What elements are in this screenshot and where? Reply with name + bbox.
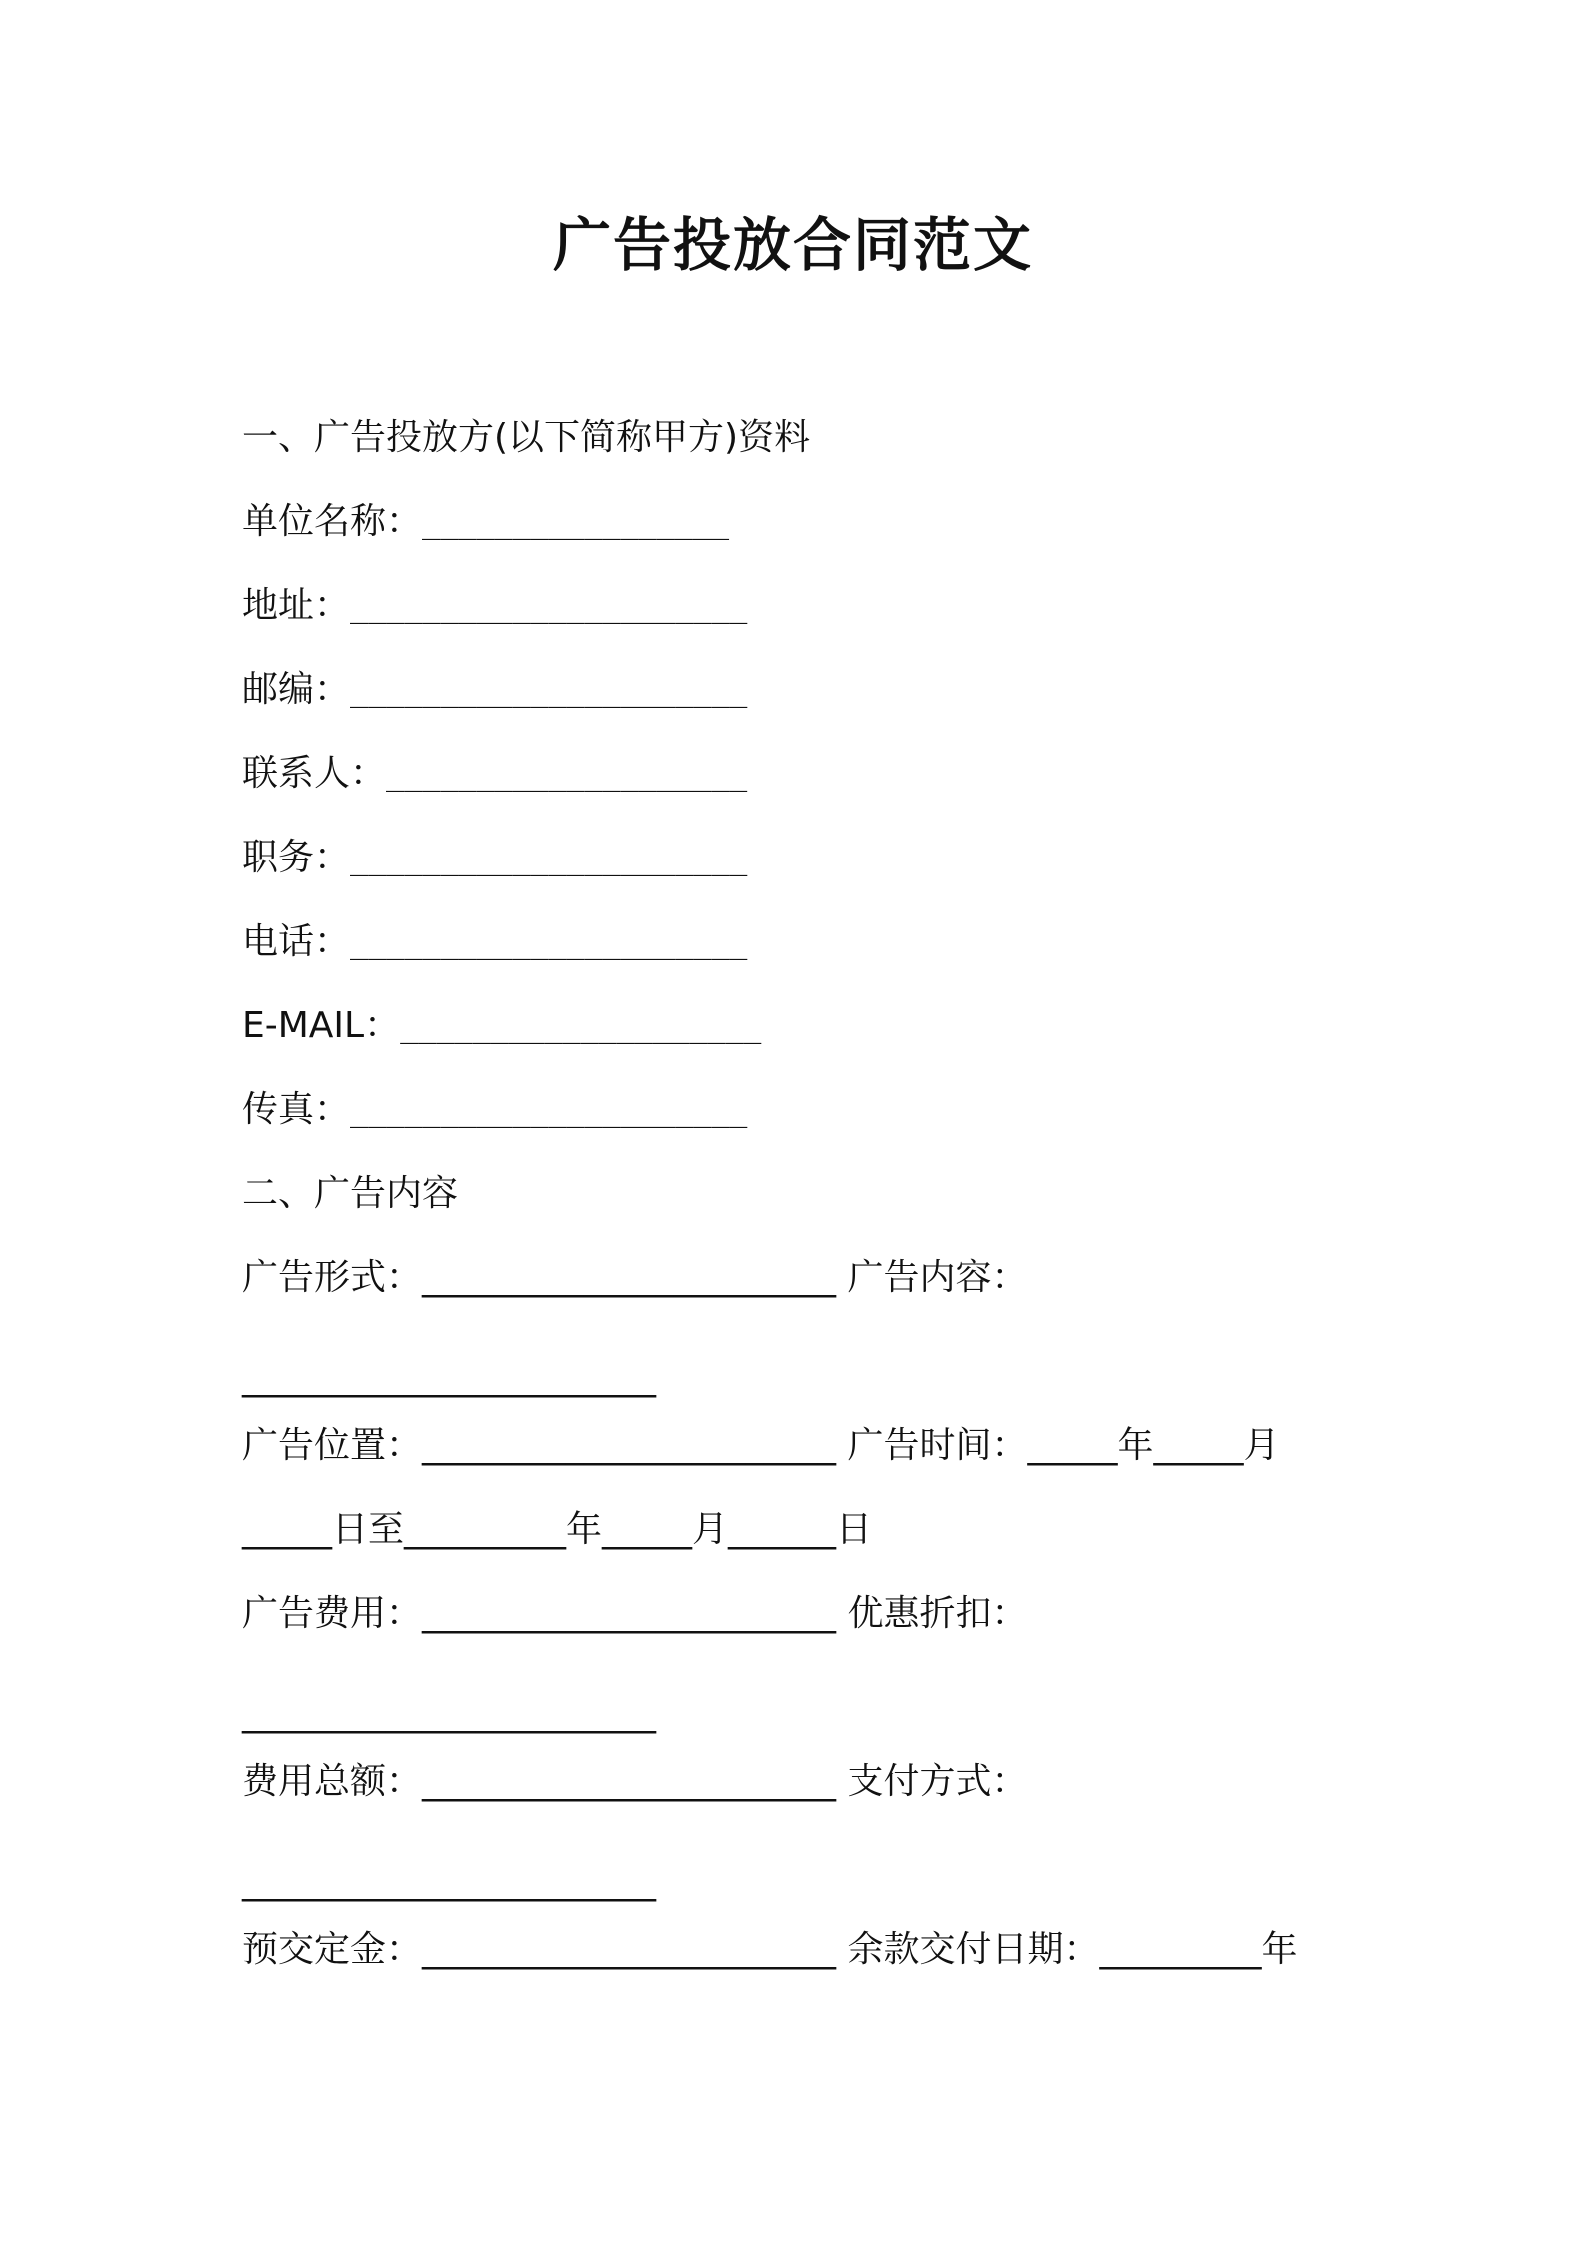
field-contact-person bbox=[242, 744, 747, 806]
deposit-and-balance-date-line: 预交定金：_______________________ 余款交付日期：_________年 bbox=[242, 1929, 1298, 1970]
field-fax bbox=[242, 1080, 747, 1142]
field-label: E-MAIL： bbox=[242, 1005, 401, 1046]
field-label: 电话： bbox=[242, 921, 351, 962]
field-label: 邮编： bbox=[242, 669, 351, 710]
field-label: 职务： bbox=[242, 837, 351, 878]
field-position bbox=[242, 828, 747, 890]
fill-blank[interactable]: ______________________ bbox=[350, 674, 748, 709]
field-address bbox=[242, 576, 747, 638]
field-phone bbox=[242, 912, 747, 974]
field-label: 联系人： bbox=[242, 753, 387, 794]
field-email bbox=[242, 996, 761, 1058]
section1-heading: 一、广告投放方(以下简称甲方)资料 bbox=[242, 417, 811, 458]
payment-blank-line: _______________________ bbox=[242, 1861, 656, 1902]
fill-blank[interactable]: _________________ bbox=[422, 506, 730, 541]
field-company-name bbox=[242, 492, 729, 554]
fill-blank[interactable]: ______________________ bbox=[350, 590, 748, 625]
ad-fee-and-discount-line: 广告费用：_______________________ 优惠折扣： bbox=[242, 1593, 1028, 1634]
ad-position-and-time-line: 广告位置：_______________________ 广告时间：_____年_____月 bbox=[242, 1425, 1280, 1466]
section2-heading: 二、广告内容 bbox=[242, 1173, 459, 1214]
ad-form-and-content-line: 广告形式：_______________________ 广告内容： bbox=[242, 1257, 1028, 1298]
field-label: 单位名称： bbox=[242, 501, 423, 542]
fill-blank[interactable]: ______________________ bbox=[350, 1094, 748, 1129]
document-title: 广告投放合同范文 bbox=[552, 211, 1033, 279]
ad-time-range-line: _____日至_________年_____月______日 bbox=[242, 1509, 872, 1550]
field-label: 传真： bbox=[242, 1089, 351, 1130]
fill-blank[interactable]: ______________________ bbox=[350, 926, 748, 961]
ad-content-blank-line: _______________________ bbox=[242, 1357, 656, 1398]
total-fee-and-payment-line: 费用总额：_______________________ 支付方式： bbox=[242, 1761, 1028, 1802]
field-label: 地址： bbox=[242, 585, 351, 626]
discount-blank-line: _______________________ bbox=[242, 1693, 656, 1734]
field-postcode bbox=[242, 660, 747, 722]
fill-blank[interactable]: ______________________ bbox=[350, 842, 748, 877]
fill-blank[interactable]: ____________________ bbox=[386, 758, 748, 793]
fill-blank[interactable]: ____________________ bbox=[400, 1010, 762, 1045]
